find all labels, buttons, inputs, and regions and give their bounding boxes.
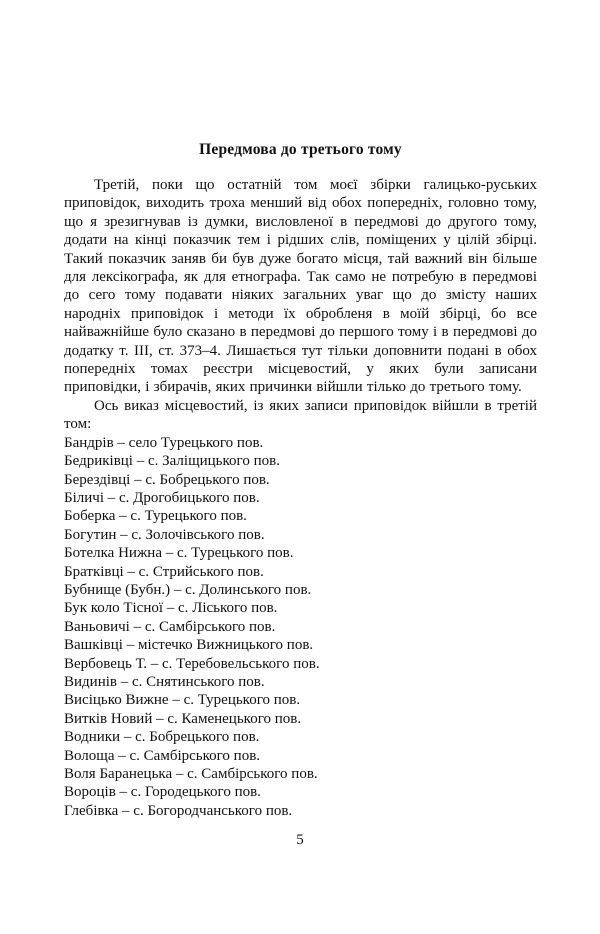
list-item: Бандрів – село Турецького пов.: [64, 434, 264, 451]
list-item: Витків Новий – с. Каменецького пов.: [64, 710, 302, 727]
list-item: Берездівці – с. Бобрецького пов.: [64, 471, 270, 488]
list-item: Бубнище (Бубн.) – с. Долинського пов.: [64, 581, 312, 598]
page-content: [64, 140, 537, 820]
list-item: Боберка – с. Турецького пов.: [64, 508, 247, 525]
list-item: Ваньовичі – с. Самбірського пов.: [64, 618, 276, 635]
list-item: Ботелка Нижна – с. Турецького пов.: [64, 545, 294, 562]
list-item: Бук коло Тісної – с. Ліського пов.: [64, 600, 278, 617]
list-item: Висіцько Вижне – с. Турецького пов.: [64, 692, 301, 709]
page-number: 5: [296, 832, 304, 848]
list-item: Вашківці – містечко Вижницького пов.: [64, 637, 314, 654]
list-item: Видинів – с. Снятинського пов.: [64, 673, 265, 690]
locations-list: [64, 434, 537, 821]
list-item: Богутин – с. Золочівського пов.: [64, 526, 265, 543]
list-item: Воля Баранецька – с. Самбірського пов.: [64, 766, 318, 782]
preface-paragraph-1: Третій, поки що остатній том моєї збірки галицько-руських приповідок, виходить троха менший від обох попередніх, головно тому, що я зрезигнував із думки, висловленої в передмові до другого тому, додати на кінці показчик тем і рідших слів, поміщених у цілій збірці. Такий показчик заняв би був дуже богато місця, тай важний він більше для лексікографа, як для етнографа. Так само не потребую в передмові до сего тому подавати ніяких загальних уваг що до змісту наших народніх приповідок і методи їх обробленя в моїй збірці, бо все найважнійше було сказано в передмові до першого тому і в передмові до додатку т. ІІІ, ст. 373–4. Лишається тут тільки доповнити подані в обох попередніх томах реєстри місцевостий, у яких були записани приповідки, і збирачів, яких причинки війшли тілько до третього тому.: [64, 177, 537, 396]
list-item: Глебівка – с. Богородчанського пов.: [64, 802, 293, 819]
list-item: Водники – с. Бобрецького пов.: [64, 729, 260, 746]
preface-paragraph-2: Ось виказ місцевостий, із яких записи приповідок війшли в третій том:: [64, 397, 537, 433]
list-item: Біличі – с. Дрогобицького пов.: [64, 489, 260, 506]
list-item: Вербовець Т. – с. Теребовельського пов.: [64, 655, 320, 672]
list-item: Вороців – с. Городецького пов.: [64, 784, 261, 801]
page-title: Передмова до третього тому: [199, 141, 402, 158]
list-item: Волоща – с. Самбірського пов.: [64, 747, 261, 764]
list-item: Братківці – с. Стрийського пов.: [64, 563, 264, 580]
list-item: Бедриківці – с. Заліщицького пов.: [64, 453, 280, 470]
